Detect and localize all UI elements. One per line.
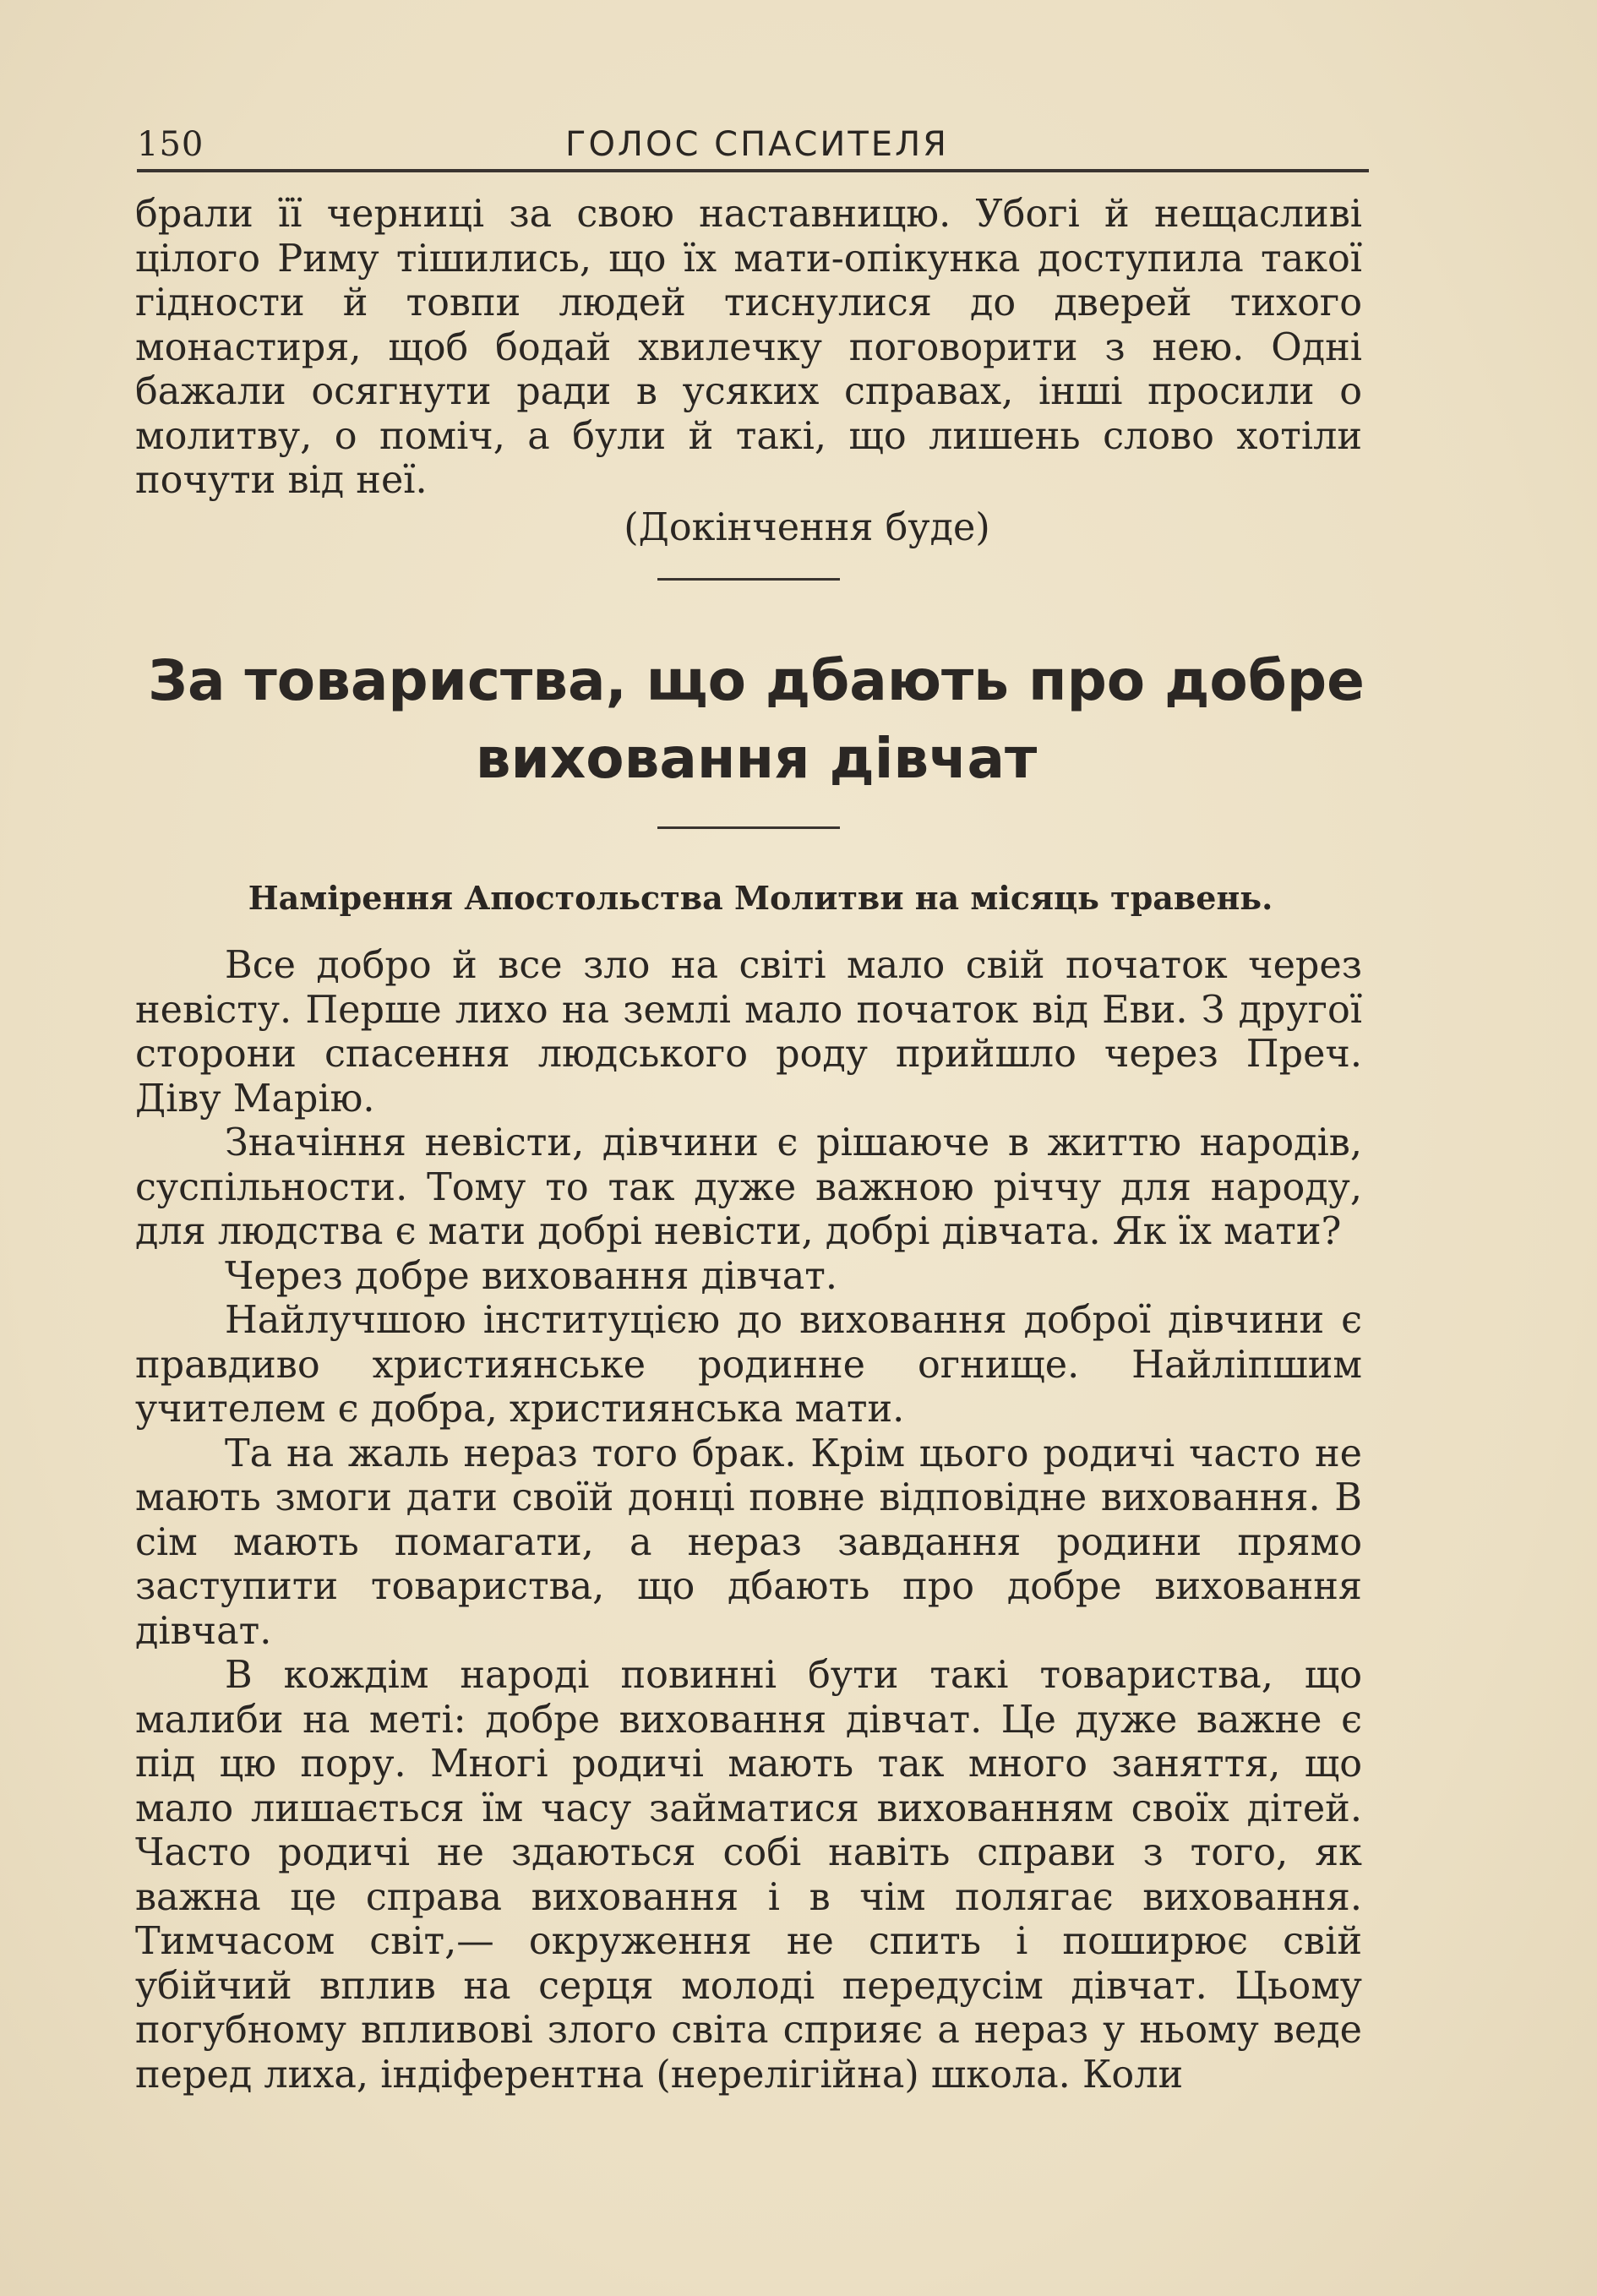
article-body xyxy=(135,944,1362,2097)
running-header xyxy=(137,118,1369,172)
article-paragraph: Значіння невісти, дівчини є рішаюче в життю народів, суспільности. Тому то так дуже важною річчу для народу, для людства є мати добрі невісти, добрі дівчата. Як їх мати? xyxy=(135,1121,1362,1253)
article-paragraph: Через добре виховання дівчат. xyxy=(225,1254,838,1298)
to-be-continued-note: (Докінчення буде) xyxy=(624,506,990,549)
article-title: За товариства, що дбають про добре виховання дівчат xyxy=(148,648,1365,791)
continuation-text-block xyxy=(135,193,1362,504)
section-divider xyxy=(657,578,840,581)
continuation-paragraph: брали її черниці за свою наставницю. Убогі й нещасливі цілого Риму тішились, що їх мати-опікунка доступила такої гідности й товпи людей тиснулися до дверей тихого монастиря, щоб бодай хвилечку поговорити з нею. Одні бажали осягнути ради в усяких справах, інші просили о молитву, о поміч, а були й такі, що лишень слово хотіли почути від неї. xyxy=(135,193,1362,502)
article-paragraph: Та на жаль нераз того брак. Крім цього родичі часто не мають змоги дати своїй донці повне відповідне виховання. В сім мають помагати, а нераз завдання родини прямо заступити товариства, що дбають про добре виховання дівчат. xyxy=(135,1432,1362,1653)
title-divider xyxy=(657,826,840,829)
article-paragraph: В кождім народі повинні бути такі товариства, що малиби на меті: добре виховання дівчат. Це дуже важне є під цю пору. Многі родичі мають так много заняття, що мало лишається їм часу займатися вихованням своїх дітей. Часто родичі не здаються собі навіть справи з того, як важна це справа виховання і в чім полягає виховання. Тимчасом світ,— окруження не спить і поширює свій убійчий вплив на серця молоді передусім дівчат. Цьому погубному впливові злого світа сприяє а нераз у ньому веде перед лиха, індіферентна (нерелігійна) школа. Коли xyxy=(135,1654,1362,2097)
article-paragraph: Все добро й все зло на світі мало свій початок через невісту. Перше лихо на землі мало початок від Еви. З другої сторони спасення людського роду прийшло через Преч. Діву Марію. xyxy=(135,944,1362,1121)
article-paragraph: Найлучшою інституцією до виховання доброї дівчини є правдиво християнське родинне огнище. Найліпшим учителем є добра, християнська мати. xyxy=(135,1299,1362,1431)
page-number: 150 xyxy=(137,125,204,164)
article-subtitle: Намірення Апостольства Молитви на місяць травень. xyxy=(248,879,1273,917)
journal-title: ГОЛОС СПАСИТЕЛЯ xyxy=(565,125,949,164)
